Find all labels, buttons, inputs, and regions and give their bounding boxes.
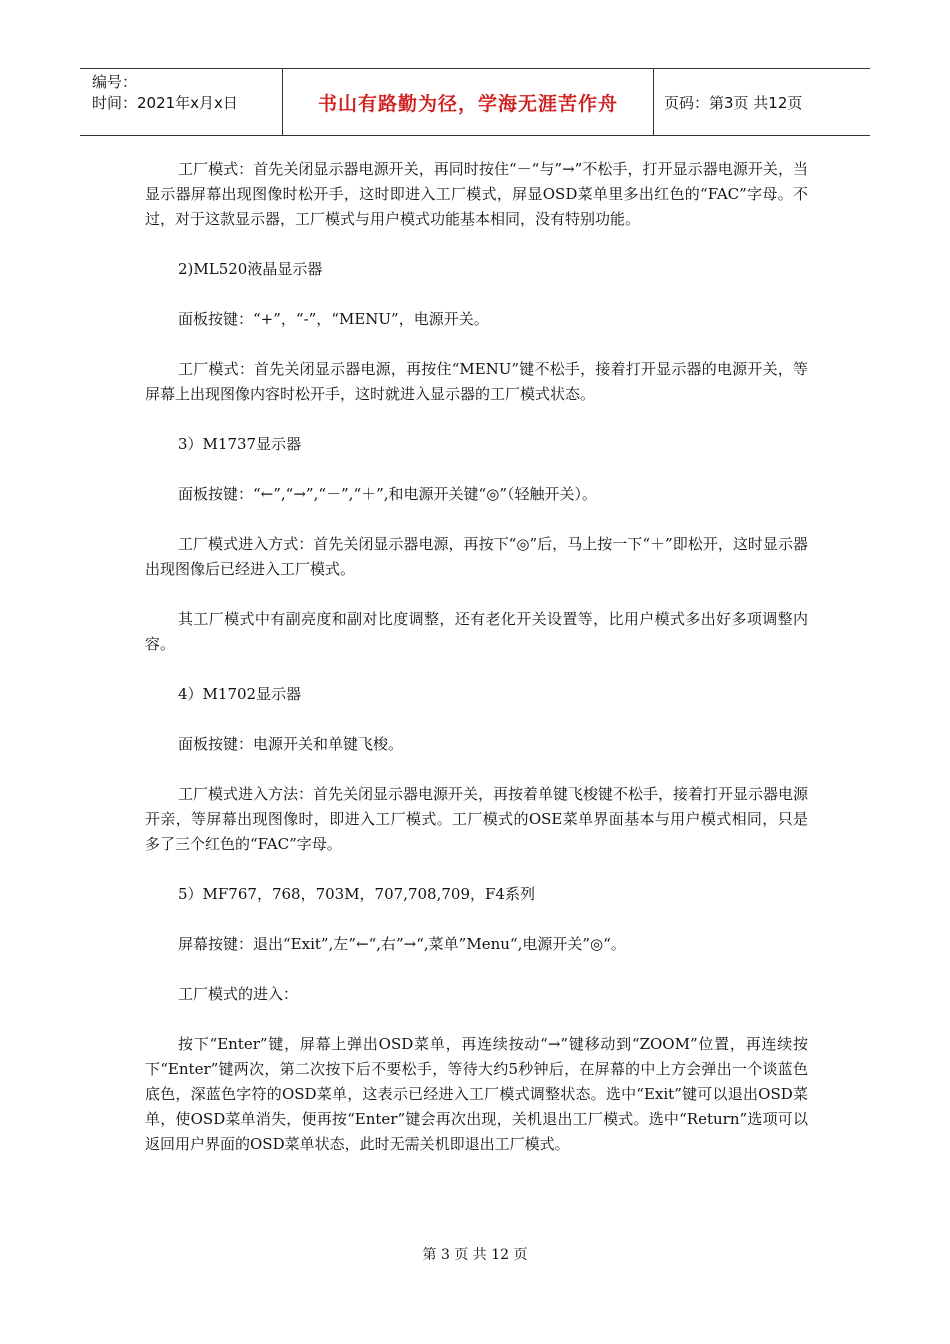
paragraph: 工厂模式：首先关闭显示器电源，再按住“MENU”键不松手，接着打开显示器的电源开关，等屏幕上出现图像内容时松开手，这时就进入显示器的工厂模式状态。 [145,360,808,403]
paragraph: 工厂模式的进入： [178,985,299,1003]
header-motto: 书山有路勤为径，学海无涯苦作舟 [282,69,654,135]
header-meta [80,69,282,135]
section-heading: 5）MF767，768，703M，707,708,709，F4系列 [178,885,535,903]
paragraph: 工厂模式：首先关闭显示器电源开关，再同时按住“－“与”→”不松手，打开显示器电源开关，当显示器屏幕出现图像时松开手，这时即进入工厂模式，屏显OSD菜单里多出红色的“FAC”字母。不过，对于这款显示器，工厂模式与用户模式功能基本相同，没有特别功能。 [145,160,808,228]
header-page-info: 页码：第3页 共12页 [664,93,803,112]
paragraph: 屏幕按键：退出“Exit”,左”←“,右”→“,菜单”Menu“,电源开关”◎“。 [178,935,626,953]
paragraph: 工厂模式进入方法：首先关闭显示器电源开关，再按着单键飞梭键不松手，接着打开显示器电源开亲，等屏幕出现图像时，即进入工厂模式。工厂模式的OSE菜单界面基本与用户模式相同，只是多了三个红色的“FAC”字母。 [145,785,809,853]
page-header [80,68,870,136]
paragraph: 面板按键：“←”,“→”,“－”,“＋”,和电源开关键“◎”（轻触开关）。 [178,485,597,503]
paragraph: 其工厂模式中有副亮度和副对比度调整，还有老化开关设置等，比用户模式多出好多项调整内容。 [145,610,808,653]
paragraph: 工厂模式进入方式：首先关闭显示器电源，再按下“◎”后，马上按一下“＋”即松开，这时显示器出现图像后已经进入工厂模式。 [145,535,808,578]
paragraph: 面板按键：电源开关和单键飞梭。 [178,735,404,753]
section-heading: 3）M1737显示器 [178,435,302,453]
section-heading: 4）M1702显示器 [178,685,302,703]
paragraph: 按下“Enter”键，屏幕上弹出OSD菜单，再连续按动“→”键移动到“ZOOM”位置，再连续按下“Enter”键两次，第二次按下后不要松手，等待大约5秒钟后，在屏幕的中上方会弹出一个谈蓝色底色，深蓝色字符的OSD菜单，这表示已经进入工厂模式调整状态。选中“Exit”键可以退出OSD菜单，使OSD菜单消失，便再按“Enter”键会再次出现，关机退出工厂模式。选中“Return”选项可以返回用户界面的OSD菜单状态，此时无需关机即退出工厂模式。 [145,1035,808,1153]
document-number-label: 编号： [92,73,138,91]
document-body [145,157,808,1182]
document-time-label: 时间：2021年x月x日 [92,94,238,112]
paragraph: 面板按键：“+”，“-”，“MENU”，电源开关。 [178,310,489,328]
page-footer: 第 3 页 共 12 页 [422,1247,528,1263]
section-heading: 2)ML520液晶显示器 [178,260,323,278]
